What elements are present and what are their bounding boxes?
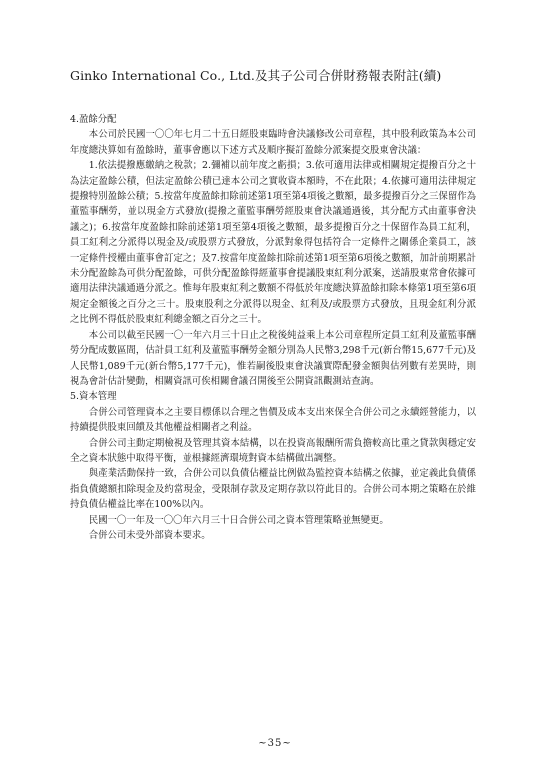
paragraph: 本公司以截至民國一〇一年六月三十日止之稅後純益乘上本公司章程所定員工紅利及董監事酬勞分配成數區間，估計員工紅利及董監事酬勞金額分別為人民幣3,298千元(新台幣15,677千元)及人民幣1,089千元(新台幣5,177千元)，惟若嗣後股東會決議實際配發金額與估列數有差異時，則視為會計估計變動，相關資訊可俟相關會議召開後至公開資訊觀測站查詢。 — [70, 329, 476, 387]
section-capital-management — [70, 389, 476, 543]
page-number: ~35~ — [258, 738, 292, 749]
paragraph: 合併公司主動定期檢視及管理其資本結構，以在投資高報酬所需負擔較高比重之貸款與穩定安全之資本狀態中取得平衡，並根據經濟環境對資本結構做出調整。 — [70, 437, 476, 464]
page-header-title: Ginko International Co., Ltd.及其子公司合併財務報表附註(續) — [70, 68, 442, 83]
paragraph: 1.依法提撥應繳納之稅款；2.彌補以前年度之虧損；3.依可適用法律或相關規定提撥百分之十為法定盈餘公積，但法定盈餘公積已達本公司之實收資本額時，不在此限；4.依據可適用法律規定提撥特別盈餘公積；5.按當年度盈餘扣除前述第1項至第4項後之數額，最多提撥百分之三保留作為董監事酬勞，並以現金方式發放(提撥之董監事酬勞經股東會決議通過後，其分配方式由董事會決議之)；6.按當年度盈餘扣除前述第1項至第4項後之數額，最多提撥百分之十保留作為員工紅利，員工紅利之分派得以現金及/或股票方式發放，分派對象得包括符合一定條件之關係企業員工，該一定條件授權由董事會訂定之；及7.按當年度盈餘扣除前述第1項至第6項後之數額，加計前期累計未分配盈餘為可供分配盈餘，可供分配盈餘得經董事會提議股東紅利分派案，送請股東常會依據可適用法律決議通過分派之。惟每年股東紅利之數額不得低於年度總決算盈餘扣除本條第1項至第6項規定金額後之百分之三十。股東股利之分派得以現金、紅利及/或股票方式發放，且現金紅利分派之比例不得低於股東紅利總金額之百分之三十。 — [70, 160, 476, 326]
paragraph: 本公司於民國一〇〇年七月二十五日經股東臨時會決議修改公司章程，其中股利政策為本公司年度總決算如有盈餘時，董事會應以下述方式及順序擬訂盈餘分派案提交股東會決議： — [70, 129, 476, 156]
section-title-profit-distribution: 4.盈餘分配 — [70, 114, 117, 125]
paragraph: 與產業活動保持一致，合併公司以負債佔權益比例做為監控資本結構之依據，並定義此負債係指負債總額扣除現金及約當現金，受限制存款及定期存款以符此目的。合併公司本期之策略在於維持負債佔權益比率在100%以內。 — [70, 468, 476, 511]
section-title-capital-management: 5.資本管理 — [70, 391, 117, 403]
paragraph: 合併公司管理資本之主要目標係以合理之售價及成本支出來保全合併公司之永續經營能力，以持續提供股東回饋及其他權益相關者之利益。 — [70, 406, 476, 434]
section-profit-distribution — [70, 112, 476, 389]
paragraph: 民國一〇一年及一〇〇年六月三十日合併公司之資本管理策略並無變更。 — [88, 514, 389, 526]
paragraph: 合併公司未受外部資本要求。 — [88, 529, 211, 541]
document-body — [70, 112, 476, 543]
